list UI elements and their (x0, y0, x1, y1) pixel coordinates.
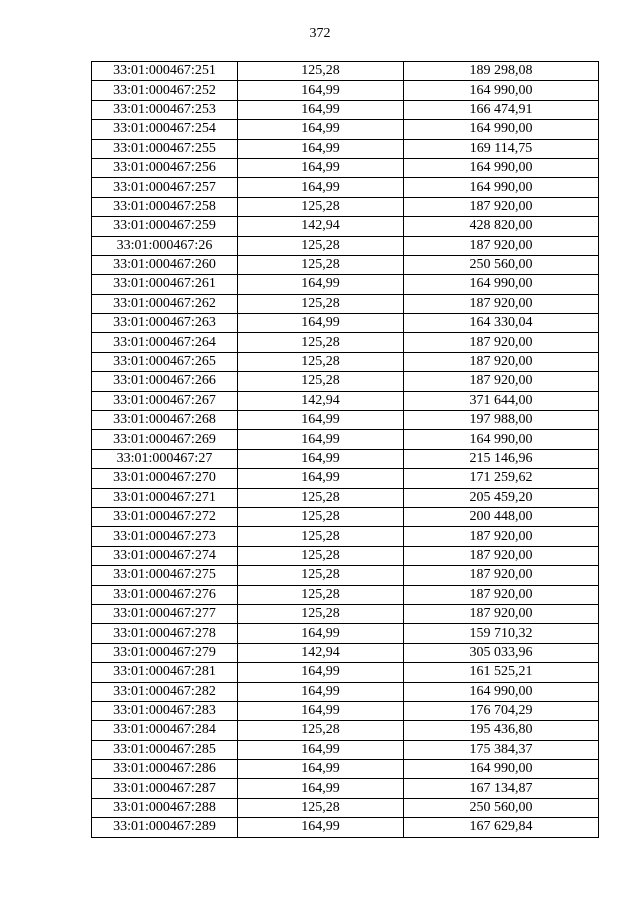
cadastral-number-cell: 33:01:000467:266 (92, 372, 238, 391)
cadastral-number-cell: 33:01:000467:269 (92, 430, 238, 449)
table-row (92, 507, 599, 526)
cadastral-value-cell: 250 560,00 (404, 255, 599, 274)
area-cell: 125,28 (238, 255, 404, 274)
cadastral-number-cell: 33:01:000467:262 (92, 294, 238, 313)
cadastral-number-cell: 33:01:000467:259 (92, 217, 238, 236)
cadastral-number-cell: 33:01:000467:275 (92, 566, 238, 585)
cadastral-value-cell: 428 820,00 (404, 217, 599, 236)
table-body (92, 62, 599, 838)
table-row (92, 62, 599, 81)
table-row (92, 430, 599, 449)
cadastral-number-cell: 33:01:000467:282 (92, 682, 238, 701)
cadastral-value-cell: 176 704,29 (404, 701, 599, 720)
cadastral-number-cell: 33:01:000467:277 (92, 604, 238, 623)
table-row (92, 760, 599, 779)
cadastral-number-cell: 33:01:000467:285 (92, 740, 238, 759)
table-row (92, 546, 599, 565)
area-cell: 164,99 (238, 275, 404, 294)
cadastral-number-cell: 33:01:000467:284 (92, 721, 238, 740)
area-cell: 164,99 (238, 760, 404, 779)
cadastral-number-cell: 33:01:000467:273 (92, 527, 238, 546)
cadastral-value-cell: 167 134,87 (404, 779, 599, 798)
area-cell: 125,28 (238, 62, 404, 81)
cadastral-value-cell: 187 920,00 (404, 566, 599, 585)
area-cell: 164,99 (238, 469, 404, 488)
table-row (92, 566, 599, 585)
table-row (92, 158, 599, 177)
cadastral-value-cell: 187 920,00 (404, 294, 599, 313)
area-cell: 125,28 (238, 566, 404, 585)
cadastral-value-cell: 187 920,00 (404, 546, 599, 565)
table-row (92, 81, 599, 100)
cadastral-value-cell: 205 459,20 (404, 488, 599, 507)
page-number: 372 (309, 26, 331, 41)
area-cell: 164,99 (238, 314, 404, 333)
area-cell: 125,28 (238, 527, 404, 546)
table-row (92, 488, 599, 507)
area-cell: 125,28 (238, 488, 404, 507)
cadastral-number-cell: 33:01:000467:265 (92, 352, 238, 371)
cadastral-number-cell: 33:01:000467:252 (92, 81, 238, 100)
area-cell: 125,28 (238, 546, 404, 565)
cadastral-value-cell: 175 384,37 (404, 740, 599, 759)
cadastral-number-cell: 33:01:000467:287 (92, 779, 238, 798)
cadastral-number-cell: 33:01:000467:255 (92, 139, 238, 158)
cadastral-value-cell: 164 990,00 (404, 275, 599, 294)
table-row (92, 178, 599, 197)
area-cell: 164,99 (238, 430, 404, 449)
cadastral-number-cell: 33:01:000467:251 (92, 62, 238, 81)
cadastral-number-cell: 33:01:000467:254 (92, 120, 238, 139)
table-row (92, 275, 599, 294)
table-row (92, 197, 599, 216)
area-cell: 125,28 (238, 333, 404, 352)
cadastral-value-cell: 187 920,00 (404, 527, 599, 546)
table-row (92, 701, 599, 720)
cadastral-value-cell: 164 990,00 (404, 120, 599, 139)
area-cell: 125,28 (238, 294, 404, 313)
area-cell: 164,99 (238, 682, 404, 701)
cadastral-number-cell: 33:01:000467:264 (92, 333, 238, 352)
cadastral-number-cell: 33:01:000467:271 (92, 488, 238, 507)
cadastral-value-cell: 164 990,00 (404, 430, 599, 449)
cadastral-value-cell: 164 990,00 (404, 682, 599, 701)
cadastral-value-cell: 187 920,00 (404, 197, 599, 216)
table-row (92, 139, 599, 158)
cadastral-value-cell: 167 629,84 (404, 818, 599, 837)
cadastral-value-cell: 164 990,00 (404, 178, 599, 197)
cadastral-number-cell: 33:01:000467:26 (92, 236, 238, 255)
area-cell: 164,99 (238, 158, 404, 177)
table-row (92, 643, 599, 662)
table-row (92, 372, 599, 391)
area-cell: 164,99 (238, 178, 404, 197)
table-row (92, 352, 599, 371)
table-row (92, 740, 599, 759)
table-row (92, 818, 599, 837)
table-row (92, 120, 599, 139)
cadastral-number-cell: 33:01:000467:268 (92, 411, 238, 430)
area-cell: 164,99 (238, 139, 404, 158)
area-cell: 164,99 (238, 411, 404, 430)
cadastral-number-cell: 33:01:000467:276 (92, 585, 238, 604)
cadastral-value-cell: 164 990,00 (404, 81, 599, 100)
table-row (92, 411, 599, 430)
cadastral-value-cell: 197 988,00 (404, 411, 599, 430)
cadastral-value-cell: 164 990,00 (404, 760, 599, 779)
cadastral-value-cell: 187 920,00 (404, 604, 599, 623)
cadastral-value-cell: 159 710,32 (404, 624, 599, 643)
table-row (92, 294, 599, 313)
area-cell: 164,99 (238, 449, 404, 468)
cadastral-number-cell: 33:01:000467:257 (92, 178, 238, 197)
cadastral-number-cell: 33:01:000467:286 (92, 760, 238, 779)
cadastral-value-cell: 187 920,00 (404, 352, 599, 371)
cadastral-value-table (91, 61, 599, 838)
cadastral-number-cell: 33:01:000467:261 (92, 275, 238, 294)
cadastral-value-cell: 200 448,00 (404, 507, 599, 526)
table-row (92, 604, 599, 623)
cadastral-value-cell: 187 920,00 (404, 372, 599, 391)
cadastral-value-cell: 189 298,08 (404, 62, 599, 81)
cadastral-number-cell: 33:01:000467:289 (92, 818, 238, 837)
cadastral-value-cell: 164 990,00 (404, 158, 599, 177)
area-cell: 125,28 (238, 798, 404, 817)
area-cell: 125,28 (238, 197, 404, 216)
table-row (92, 624, 599, 643)
area-cell: 142,94 (238, 643, 404, 662)
table-row (92, 333, 599, 352)
area-cell: 125,28 (238, 236, 404, 255)
area-cell: 164,99 (238, 624, 404, 643)
table-row (92, 682, 599, 701)
table-row (92, 663, 599, 682)
table-row (92, 236, 599, 255)
cadastral-number-cell: 33:01:000467:283 (92, 701, 238, 720)
area-cell: 125,28 (238, 721, 404, 740)
table-row (92, 798, 599, 817)
cadastral-value-cell: 187 920,00 (404, 585, 599, 604)
area-cell: 164,99 (238, 81, 404, 100)
table-row (92, 255, 599, 274)
area-cell: 125,28 (238, 352, 404, 371)
area-cell: 164,99 (238, 100, 404, 119)
area-cell: 125,28 (238, 372, 404, 391)
table-row (92, 779, 599, 798)
cadastral-number-cell: 33:01:000467:270 (92, 469, 238, 488)
cadastral-value-cell: 215 146,96 (404, 449, 599, 468)
cadastral-value-cell: 161 525,21 (404, 663, 599, 682)
cadastral-number-cell: 33:01:000467:267 (92, 391, 238, 410)
cadastral-value-cell: 187 920,00 (404, 236, 599, 255)
area-cell: 164,99 (238, 779, 404, 798)
cadastral-number-cell: 33:01:000467:272 (92, 507, 238, 526)
table-row (92, 391, 599, 410)
area-cell: 125,28 (238, 585, 404, 604)
cadastral-value-cell: 371 644,00 (404, 391, 599, 410)
cadastral-value-cell: 195 436,80 (404, 721, 599, 740)
cadastral-value-cell: 187 920,00 (404, 333, 599, 352)
table-row (92, 721, 599, 740)
table-row (92, 469, 599, 488)
table-row (92, 217, 599, 236)
area-cell: 142,94 (238, 217, 404, 236)
cadastral-number-cell: 33:01:000467:260 (92, 255, 238, 274)
cadastral-number-cell: 33:01:000467:281 (92, 663, 238, 682)
table-row (92, 100, 599, 119)
area-cell: 125,28 (238, 507, 404, 526)
area-cell: 164,99 (238, 120, 404, 139)
cadastral-value-cell: 305 033,96 (404, 643, 599, 662)
cadastral-number-cell: 33:01:000467:263 (92, 314, 238, 333)
cadastral-number-cell: 33:01:000467:279 (92, 643, 238, 662)
table-row (92, 314, 599, 333)
cadastral-value-cell: 250 560,00 (404, 798, 599, 817)
cadastral-number-cell: 33:01:000467:27 (92, 449, 238, 468)
area-cell: 164,99 (238, 701, 404, 720)
table-row (92, 527, 599, 546)
area-cell: 164,99 (238, 663, 404, 682)
table-row (92, 449, 599, 468)
table-row (92, 585, 599, 604)
cadastral-value-cell: 171 259,62 (404, 469, 599, 488)
cadastral-number-cell: 33:01:000467:274 (92, 546, 238, 565)
cadastral-value-cell: 164 330,04 (404, 314, 599, 333)
cadastral-number-cell: 33:01:000467:288 (92, 798, 238, 817)
cadastral-number-cell: 33:01:000467:253 (92, 100, 238, 119)
cadastral-number-cell: 33:01:000467:258 (92, 197, 238, 216)
cadastral-number-cell: 33:01:000467:256 (92, 158, 238, 177)
area-cell: 142,94 (238, 391, 404, 410)
cadastral-number-cell: 33:01:000467:278 (92, 624, 238, 643)
area-cell: 125,28 (238, 604, 404, 623)
area-cell: 164,99 (238, 818, 404, 837)
cadastral-value-cell: 166 474,91 (404, 100, 599, 119)
cadastral-value-cell: 169 114,75 (404, 139, 599, 158)
area-cell: 164,99 (238, 740, 404, 759)
